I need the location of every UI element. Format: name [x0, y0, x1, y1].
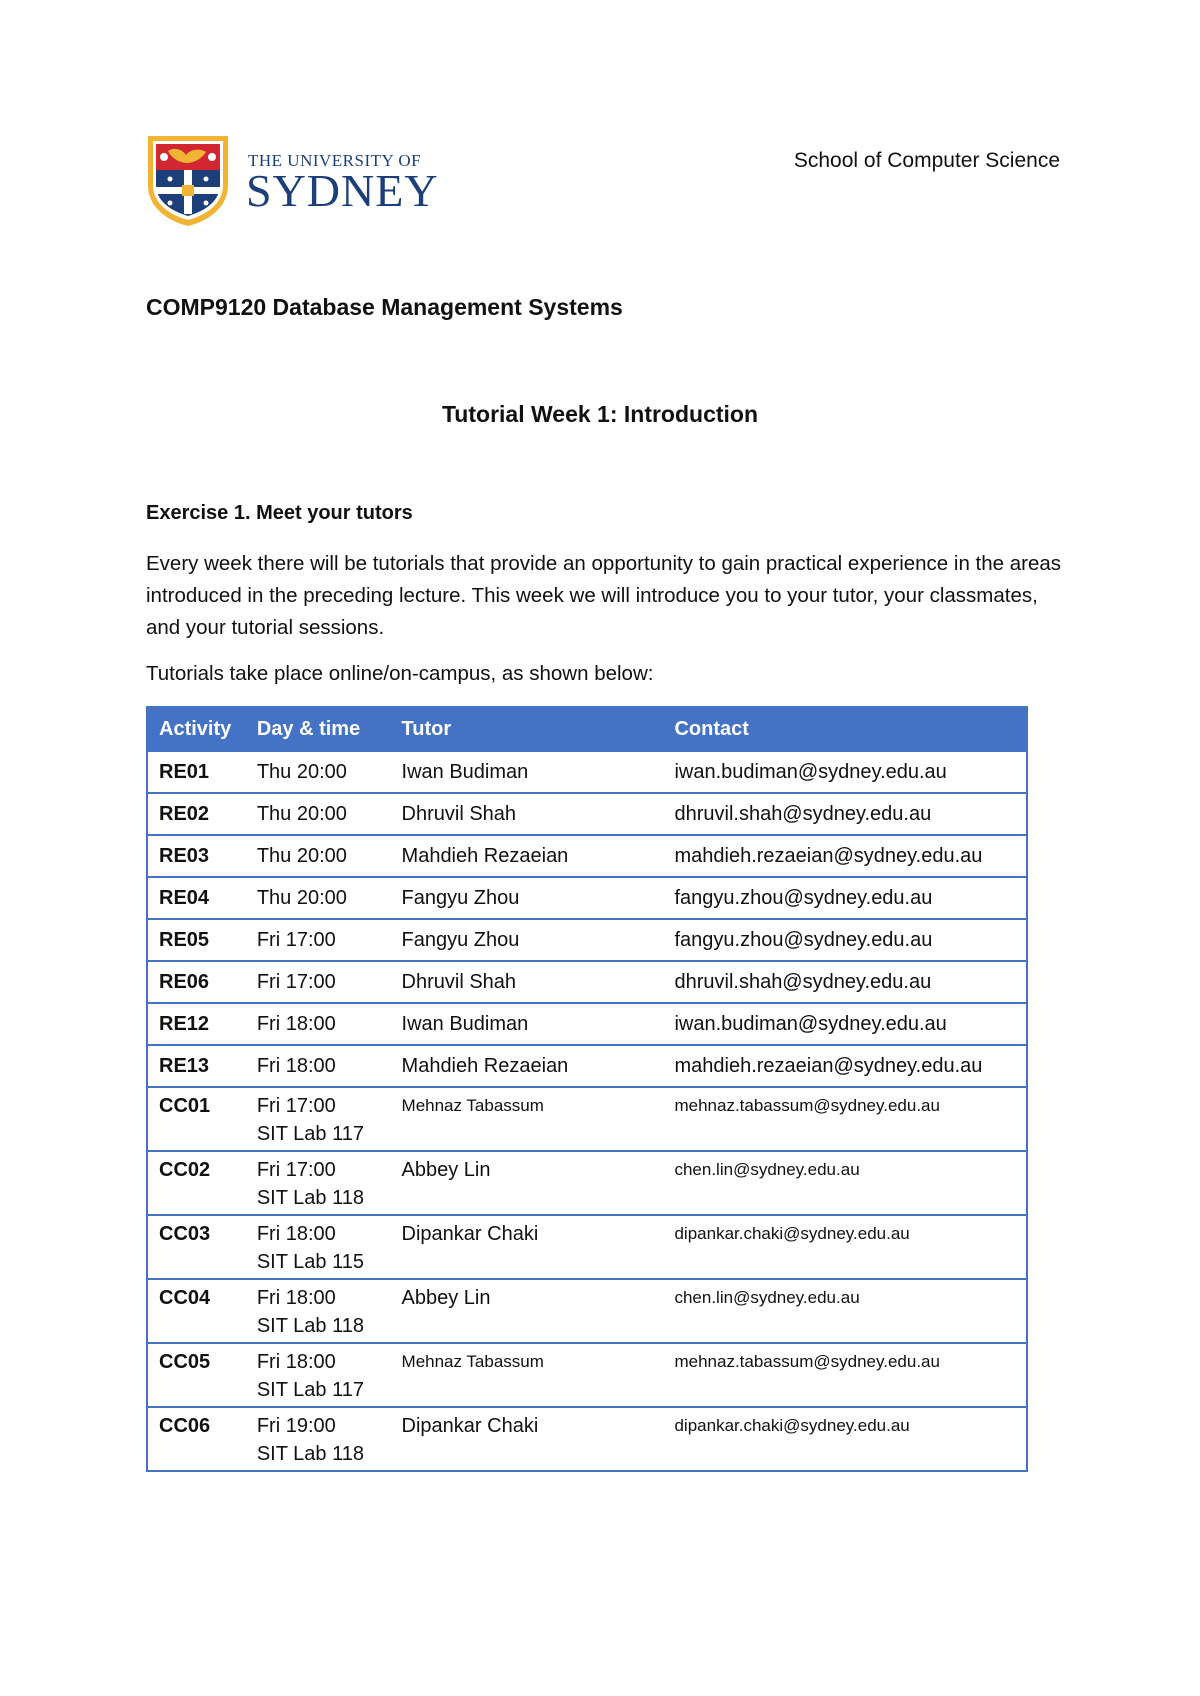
contact-cell: dipankar.chaki@sydney.edu.au: [663, 1407, 1027, 1471]
day-time-text: Fri 18:00: [256, 1287, 336, 1309]
logo-sydney-text: SYDNEY: [246, 165, 439, 216]
day-time-cell: Thu 20:00: [246, 835, 391, 877]
location-text: SIT Lab 117: [256, 1379, 364, 1401]
activity-cell: CC05: [147, 1343, 246, 1407]
logo-university-text: THE UNIVERSITY OF: [248, 151, 422, 170]
day-time-cell: Fri 17:00: [246, 961, 391, 1003]
column-header-tutor: Tutor: [391, 707, 664, 751]
table-row: [147, 1407, 1027, 1471]
day-time-cell: [246, 1279, 391, 1343]
activity-cell: RE04: [147, 877, 246, 919]
location-text: SIT Lab 118: [256, 1187, 364, 1209]
contact-cell: fangyu.zhou@sydney.edu.au: [663, 919, 1027, 961]
course-title: COMP9120 Database Management Systems: [146, 294, 623, 320]
table-header-row: [147, 707, 1027, 751]
day-time-cell: Thu 20:00: [246, 877, 391, 919]
tutor-cell: Abbey Lin: [391, 1151, 664, 1215]
tutor-cell: Iwan Budiman: [391, 751, 664, 793]
tutor-cell: Dhruvil Shah: [391, 961, 664, 1003]
contact-cell: chen.lin@sydney.edu.au: [663, 1151, 1027, 1215]
tutor-cell: Mehnaz Tabassum: [391, 1087, 664, 1151]
activity-cell: CC03: [147, 1215, 246, 1279]
contact-cell: dipankar.chaki@sydney.edu.au: [663, 1215, 1027, 1279]
contact-cell: fangyu.zhou@sydney.edu.au: [663, 877, 1027, 919]
table-row: [147, 919, 1027, 961]
school-name: School of Computer Science: [793, 149, 1060, 172]
activity-cell: RE05: [147, 919, 246, 961]
university-crest-icon: [144, 133, 232, 228]
day-time-cell: [246, 1151, 391, 1215]
activity-cell: CC01: [147, 1087, 246, 1151]
day-time-cell: Thu 20:00: [246, 751, 391, 793]
activity-cell: RE06: [147, 961, 246, 1003]
table-row: [147, 1343, 1027, 1407]
activity-cell: RE01: [147, 751, 246, 793]
location-text: SIT Lab 118: [256, 1315, 364, 1337]
activity-cell: CC06: [147, 1407, 246, 1471]
tutor-cell: Mahdieh Rezaeian: [391, 1045, 664, 1087]
tutor-cell: Dipankar Chaki: [391, 1407, 664, 1471]
day-time-cell: [246, 1215, 391, 1279]
activity-cell: RE03: [147, 835, 246, 877]
tutorial-title: Tutorial Week 1: Introduction: [441, 401, 759, 427]
table-row: [147, 1003, 1027, 1045]
contact-cell: iwan.budiman@sydney.edu.au: [663, 1003, 1027, 1045]
day-time-text: Fri 18:00: [256, 1351, 336, 1373]
activity-cell: CC04: [147, 1279, 246, 1343]
tutor-cell: Dhruvil Shah: [391, 793, 664, 835]
contact-cell: chen.lin@sydney.edu.au: [663, 1279, 1027, 1343]
activity-cell: RE12: [147, 1003, 246, 1045]
day-time-cell: [246, 1087, 391, 1151]
table-intro-text: Tutorials take place online/on-campus, as shown below:: [146, 662, 654, 685]
contact-cell: dhruvil.shah@sydney.edu.au: [663, 961, 1027, 1003]
table-row: [147, 961, 1027, 1003]
table-row: [147, 751, 1027, 793]
day-time-cell: [246, 1407, 391, 1471]
contact-cell: dhruvil.shah@sydney.edu.au: [663, 793, 1027, 835]
day-time-cell: Fri 18:00: [246, 1045, 391, 1087]
column-header-activity: Activity: [147, 707, 246, 751]
tutor-cell: Iwan Budiman: [391, 1003, 664, 1045]
tutor-cell: Abbey Lin: [391, 1279, 664, 1343]
tutor-cell: Dipankar Chaki: [391, 1215, 664, 1279]
tutor-cell: Fangyu Zhou: [391, 919, 664, 961]
contact-cell: mahdieh.rezaeian@sydney.edu.au: [663, 835, 1027, 877]
table-row: [147, 835, 1027, 877]
table-row: [147, 1279, 1027, 1343]
day-time-cell: Thu 20:00: [246, 793, 391, 835]
table-row: [147, 1151, 1027, 1215]
university-logo: [144, 133, 439, 228]
day-time-text: Fri 17:00: [256, 1095, 336, 1117]
contact-cell: mehnaz.tabassum@sydney.edu.au: [663, 1087, 1027, 1151]
contact-cell: mehnaz.tabassum@sydney.edu.au: [663, 1343, 1027, 1407]
day-time-cell: Fri 18:00: [246, 1003, 391, 1045]
day-time-text: Fri 17:00: [256, 1159, 336, 1181]
table-row: [147, 793, 1027, 835]
table-row: [147, 877, 1027, 919]
exercise-heading: Exercise 1. Meet your tutors: [146, 502, 413, 524]
contact-cell: iwan.budiman@sydney.edu.au: [663, 751, 1027, 793]
tutor-cell: Mehnaz Tabassum: [391, 1343, 664, 1407]
day-time-cell: [246, 1343, 391, 1407]
tutor-cell: Fangyu Zhou: [391, 877, 664, 919]
activity-cell: CC02: [147, 1151, 246, 1215]
column-header-contact: Contact: [663, 707, 1027, 751]
day-time-text: Fri 18:00: [256, 1223, 336, 1245]
day-time-text: Fri 19:00: [256, 1415, 336, 1437]
column-header-day-time: Day & time: [246, 707, 391, 751]
location-text: SIT Lab 115: [256, 1251, 364, 1273]
intro-paragraph: Every week there will be tutorials that provide an opportunity to gain practical experience in the areas introduced in the preceding lecture. This week we will introduce you to your tutor, your classmates, and your tutorial sessions.: [146, 552, 1062, 639]
day-time-cell: Fri 17:00: [246, 919, 391, 961]
location-text: SIT Lab 118: [256, 1443, 364, 1465]
activity-cell: RE02: [147, 793, 246, 835]
location-text: SIT Lab 117: [256, 1123, 364, 1145]
activity-cell: RE13: [147, 1045, 246, 1087]
table-row: [147, 1087, 1027, 1151]
tutor-cell: Mahdieh Rezaeian: [391, 835, 664, 877]
tutorial-schedule-table: [146, 706, 1028, 1472]
table-row: [147, 1215, 1027, 1279]
table-row: [147, 1045, 1027, 1087]
contact-cell: mahdieh.rezaeian@sydney.edu.au: [663, 1045, 1027, 1087]
